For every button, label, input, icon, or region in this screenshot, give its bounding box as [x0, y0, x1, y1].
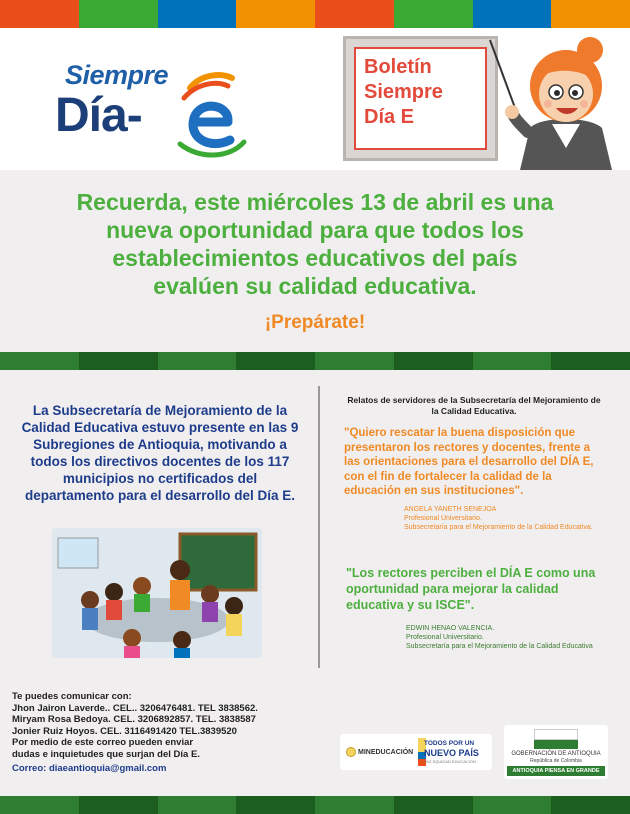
quote-line: "Los rectores perciben el DÍA E como una: [346, 566, 596, 580]
signature-role: Profesional Universitario.: [406, 634, 484, 641]
contact-line: Te puedes comunicar con:: [12, 691, 132, 702]
stripe-red: [315, 0, 394, 28]
nuevo-pais-label: [424, 740, 490, 765]
testimonial-signature: [404, 505, 593, 532]
band-segment: [158, 352, 237, 370]
band-segment: [394, 352, 473, 370]
main-content: [0, 370, 630, 796]
colombia-seal-icon: [346, 747, 356, 757]
gob-slogan: ANTIOQUIA PIENSA EN GRANDE: [507, 766, 605, 776]
band-segment: [394, 796, 473, 814]
signature-name: ANGELA YANETH SENEJOA: [404, 506, 497, 513]
testimonial-quote: [346, 565, 618, 613]
nuevo-pais-sub: PAZ EQUIDAD EDUCACIÓN: [424, 758, 476, 764]
quote-line: educación en sus instituciones".: [344, 485, 524, 497]
green-divider-band: [0, 352, 630, 370]
nuevo-pais-line1: TODOS POR UN: [424, 740, 475, 747]
contact-email-link[interactable]: Correo: diaeantioquia@gmail.com: [12, 763, 167, 774]
band-segment: [79, 796, 158, 814]
band-segment: [0, 796, 79, 814]
testimonial-quote: [344, 426, 616, 499]
signature-role: Profesional Universitario.: [404, 515, 482, 522]
gobernacion-antioquia-logo: [504, 725, 608, 779]
stripe-red: [0, 0, 79, 28]
band-segment: [236, 796, 315, 814]
testimonial-signature: [406, 624, 593, 651]
intro-paragraph: [12, 402, 308, 504]
stripe-blue: [158, 0, 237, 28]
flag-green: [534, 740, 578, 749]
contact-line: Jonier Ruiz Hoyos. CEL. 3116491420 TEL.3839520: [12, 725, 237, 737]
intro-line: todos los directivos docentes de los 117: [30, 454, 290, 469]
mineducacion-logo: [340, 734, 492, 770]
band-segment: [473, 352, 552, 370]
signature-name: EDWIN HENAO VALENCIA.: [406, 625, 495, 632]
band-segment: [79, 352, 158, 370]
flag-white: [534, 729, 578, 740]
quote-line: las orientaciones para el desarrollo del DÍA E,: [344, 456, 594, 468]
intro-line: Calidad Educativa estuvo presente en las 9: [21, 420, 299, 435]
hero-line: Recuerda, este miércoles 13 de abril es una: [76, 189, 554, 215]
hero-line: evalúen su calidad educativa.: [153, 273, 477, 299]
intro-line: Subregiones de Antioquia, motivando a: [33, 437, 287, 452]
classroom-illustration: [52, 528, 262, 658]
quote-line: presentaron los rectores y docentes, frente a: [344, 441, 591, 454]
intro-line: municipios no certificados del: [62, 471, 258, 486]
intro-line: departamento para el desarrollo del Día E.: [24, 488, 296, 503]
band-segment: [315, 796, 394, 814]
relatos-heading-line: Relatos de servidores de la Subsecretaría del Mejoramiento de: [347, 395, 601, 405]
contact-line: dudas e inquietudes que surjan del Día E.: [12, 748, 200, 760]
signature-unit: Subsecretaría para el Mejoramiento de la Calidad Educativa.: [404, 524, 593, 531]
antioquia-flag-icon: [534, 729, 578, 749]
bulletin-board: [343, 36, 498, 161]
bottom-green-band: [0, 796, 630, 814]
mineducacion-label: [346, 747, 413, 757]
quote-line: con el fin de fortalecer la calidad de la: [344, 470, 552, 483]
nuevo-pais-line2: NUEVO PAÍS: [424, 747, 479, 758]
band-segment: [0, 352, 79, 370]
hero-message: [0, 188, 630, 300]
board-line: Día E: [364, 106, 415, 128]
contact-line: Miryam Rosa Bedoya. CEL. 3206892857. TEL. 3838587: [12, 714, 256, 725]
mineducacion-text: MINEDUCACIÓN: [358, 748, 414, 756]
e-swoosh-icon: [170, 70, 250, 160]
contact-line: Por medio de este correo pueden enviar: [12, 737, 194, 748]
teacher-illustration: [480, 28, 630, 170]
contact-info: [12, 691, 322, 775]
column-divider: [318, 386, 320, 668]
header: [0, 28, 630, 170]
board-line: Boletín: [364, 56, 432, 78]
logo-line1: Siempre: [65, 60, 169, 90]
siempre-dia-e-logo: [55, 58, 255, 168]
band-segment: [473, 796, 552, 814]
band-segment: [236, 352, 315, 370]
hero-line: establecimientos educativos del país: [112, 245, 518, 271]
quote-line: "Quiero rescatar la buena disposición que: [344, 427, 576, 439]
band-segment: [551, 352, 630, 370]
relatos-heading: [336, 395, 612, 417]
logo-line2: Día-: [55, 89, 142, 142]
quote-line: educativa y su ISCE".: [346, 598, 475, 612]
hero-section: [0, 170, 630, 352]
band-segment: [315, 352, 394, 370]
bulletin-board-text: [354, 47, 487, 150]
stripe-green: [394, 0, 473, 28]
gob-title: GOBERNACIÓN DE ANTIOQUIA: [511, 751, 601, 757]
contact-line: Jhon Jairon Laverde.. CEL.. 3206476481. TEL 3838562.: [12, 702, 258, 714]
intro-line: La Subsecretaría de Mejoramiento de la: [32, 403, 288, 418]
stripe-blue: [473, 0, 552, 28]
stripe-orange: [236, 0, 315, 28]
quote-line: oportunidad para mejorar la calidad: [346, 582, 559, 596]
band-segment: [158, 796, 237, 814]
hero-callout: ¡Prepárate!: [264, 312, 366, 333]
relatos-heading-line: la Calidad Educativa.: [431, 406, 517, 416]
hero-line: nueva oportunidad para que todos los: [106, 217, 524, 243]
band-segment: [551, 796, 630, 814]
gob-sub: República de Colombia: [530, 758, 582, 764]
top-color-stripes: [0, 0, 630, 28]
stripe-orange: [551, 0, 630, 28]
stripe-green: [79, 0, 158, 28]
signature-unit: Subsecretaría para el Mejoramiento de la Calidad Educativa: [406, 643, 593, 650]
board-line: Siempre: [364, 81, 443, 103]
